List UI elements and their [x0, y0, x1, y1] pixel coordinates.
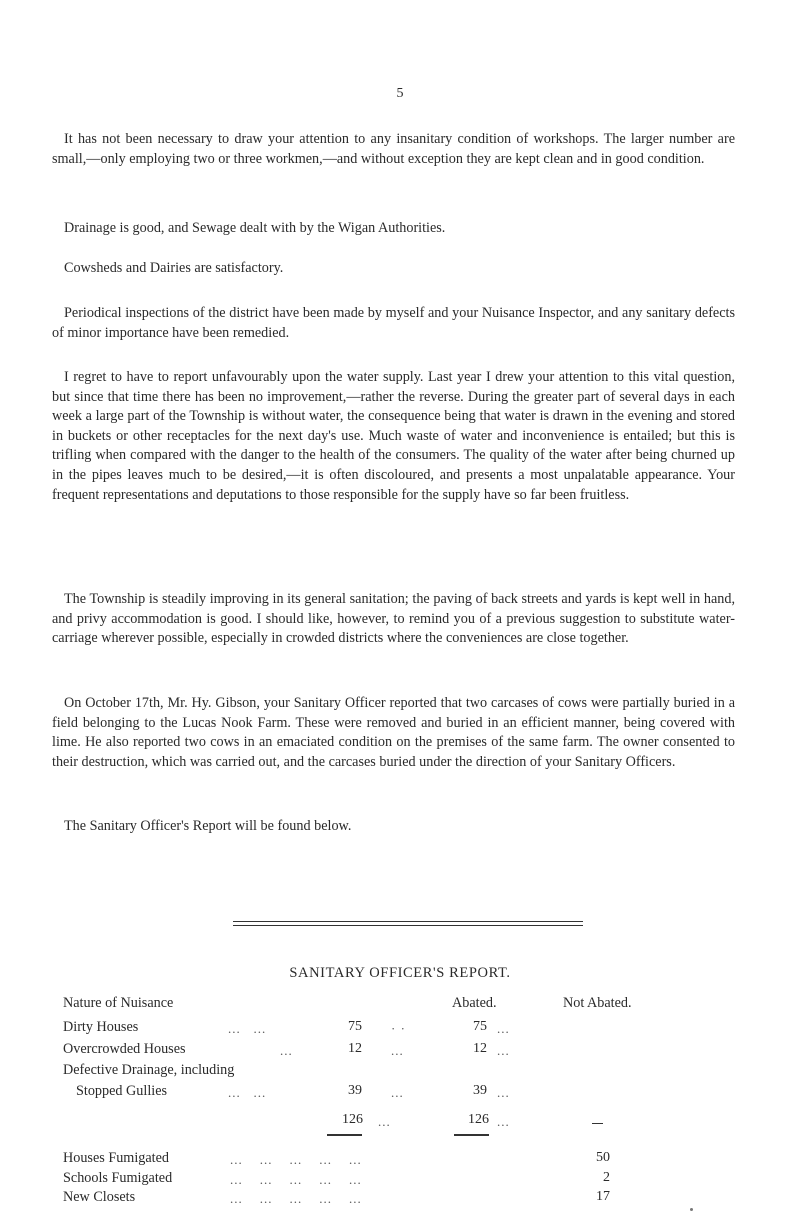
total-abated: 126: [468, 1112, 489, 1127]
leader-dots: ... ... ... ... ...: [230, 1172, 362, 1187]
paragraph-inspections: Periodical inspections of the district have been made by myself and your Nuisance Inspector, and any sanitary defects of minor importance have been remedied.: [52, 305, 735, 341]
item-value: 2: [603, 1170, 610, 1185]
item-label: New Closets: [63, 1189, 136, 1205]
row-label: Stopped Gullies: [76, 1083, 168, 1099]
page-number: 5: [396, 86, 404, 101]
stray-ink-mark: [690, 1208, 693, 1211]
header-nature: Nature of Nuisance: [63, 995, 174, 1011]
row-count: 12: [348, 1041, 362, 1056]
rule-line: [233, 921, 583, 922]
paragraph-drainage: Drainage is good, and Sewage dealt with by the Wigan Authorities.: [64, 220, 446, 236]
item-value: 50: [596, 1150, 610, 1165]
leader-dots: · ·: [391, 1021, 406, 1036]
header-not-abated: Not Abated.: [563, 995, 632, 1011]
item-value: 17: [596, 1189, 610, 1204]
row-abated: 75: [473, 1019, 487, 1034]
paragraph-carcases: On October 17th, Mr. Hy. Gibson, your Sanitary Officer reported that two carcases of cows were partially buried in a field belonging to the Lucas Nook Farm. These were removed and buried in an efficient manner, being covered with lime. He also reported two cows in an emaciated condition on the premises of the same farm. The owner consented to their destruction, which was carried out, and the carcases buried under the direction of your Sanitary Officers.: [52, 695, 735, 770]
paragraph-water-supply: I regret to have to report unfavourably upon the water supply. Last year I drew your attention to this vital question, but since that time there has been no improvement,—rather the reverse. During the greater part of several days in each week a large part of the Township is without water, the consequence being that water is drawn in the evening and stored in buckets or other receptacles for the next day's use. Much waste of water and inconvenience is entailed; but this is trifling when compared with the danger to the health of the consumers. The quality of the water after being churned up in the pipes leaves much to be desired,—it is often discoloured, and presents a most unpalatable appearance. Your frequent representations and deputations to those responsible for the supply have so far been fruitless.: [52, 369, 735, 503]
item-label: Houses Fumigated: [63, 1150, 170, 1166]
leader-dots: ... ...: [228, 1021, 267, 1036]
row-abated: 12: [473, 1041, 487, 1056]
double-rule-divider: [233, 921, 583, 929]
total-underline: [454, 1134, 489, 1136]
not-abated-dash: [592, 1123, 603, 1124]
row-label: Dirty Houses: [63, 1019, 139, 1035]
leader-dots: ...: [378, 1114, 391, 1129]
item-label: Schools Fumigated: [63, 1170, 173, 1186]
row-label-line1: Defective Drainage, including: [63, 1062, 235, 1078]
row-count: 39: [348, 1083, 362, 1098]
total-count: 126: [342, 1112, 363, 1127]
report-title: SANITARY OFFICER'S REPORT.: [289, 965, 511, 981]
leader-dots: ... ... ... ... ...: [230, 1152, 362, 1167]
leader-dots: ...: [497, 1021, 510, 1036]
row-abated: 39: [473, 1083, 487, 1098]
leader-dots: ... ... ... ... ...: [230, 1191, 362, 1206]
paragraph-township: The Township is steadily improving in its general sanitation; the paving of back streets and yards is kept well in hand, and privy accommodation is good. I should like, however, to remind you of a previous suggestion to substitute water-carriage wherever possible, especially in crowded districts where the conveniences are close together.: [52, 591, 735, 647]
total-underline: [327, 1134, 362, 1136]
paragraph-report-intro: The Sanitary Officer's Report will be found below.: [64, 818, 352, 834]
leader-dots: ...: [497, 1114, 510, 1129]
paragraph-workshops: It has not been necessary to draw your attention to any insanitary condition of workshops. The larger number are small,—only employing two or three workmen,—and without exception they are kept clean and in good condition.: [52, 131, 735, 167]
row-count: 75: [348, 1019, 362, 1034]
leader-dots: ...: [391, 1085, 404, 1100]
rule-line: [233, 925, 583, 926]
leader-dots: ...: [280, 1043, 293, 1058]
leader-dots: ...: [497, 1043, 510, 1058]
leader-dots: ...: [497, 1085, 510, 1100]
leader-dots: ... ...: [228, 1085, 267, 1100]
row-label: Overcrowded Houses: [63, 1041, 186, 1057]
header-abated: Abated.: [452, 995, 497, 1011]
paragraph-cowsheds: Cowsheds and Dairies are satisfactory.: [64, 260, 284, 276]
leader-dots: ...: [391, 1043, 404, 1058]
